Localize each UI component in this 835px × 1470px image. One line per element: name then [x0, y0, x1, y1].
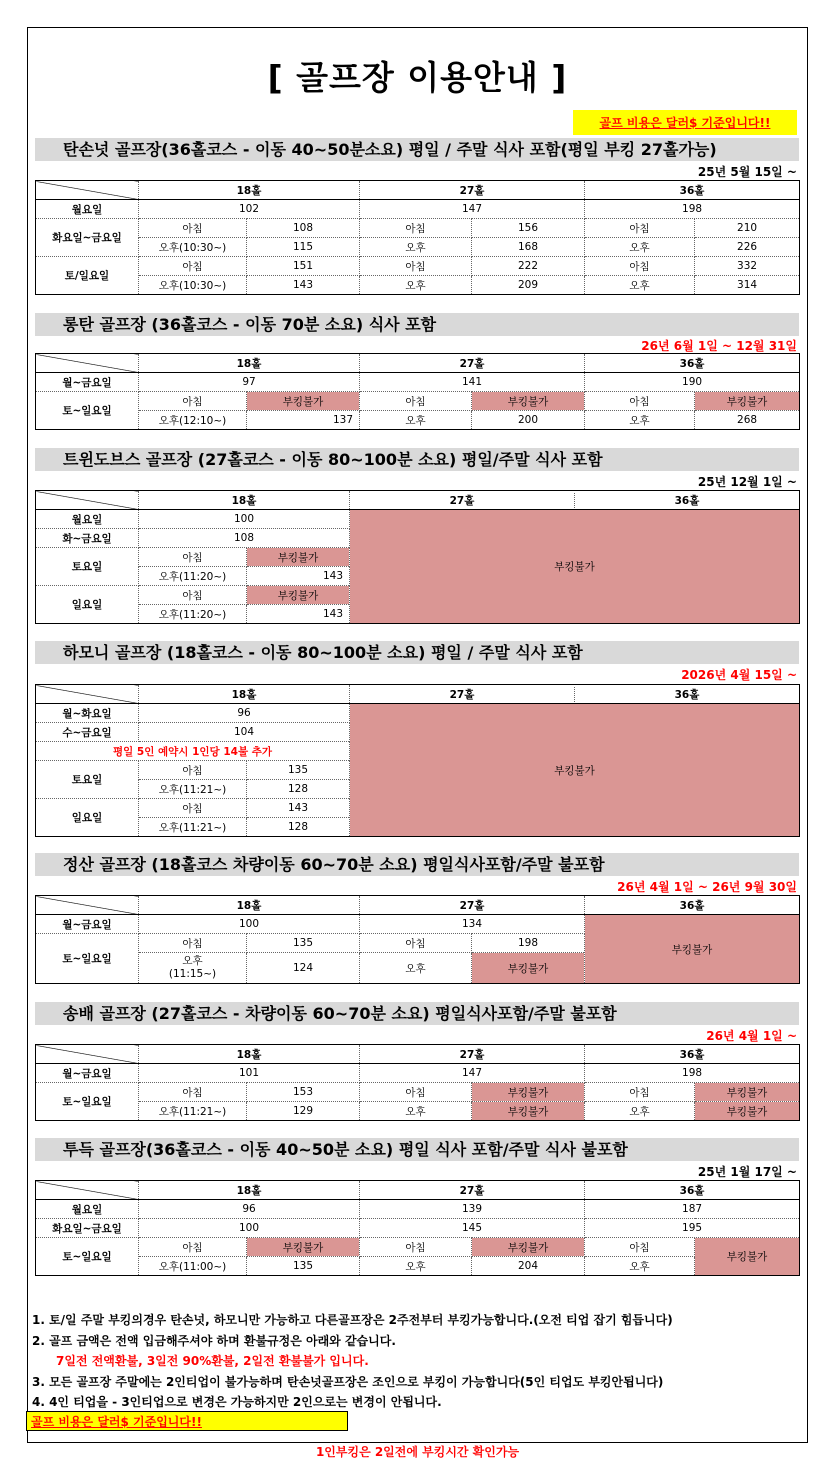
header-27: 27홀: [360, 896, 585, 915]
price: 204: [472, 1257, 585, 1276]
page-title: [ 골프장 이용안내 ]: [267, 58, 568, 97]
section-title-twindoves: 트윈도브스 골프장 (27홀코스 - 이동 80~100분 소요) 평일/주말 식사 포함: [35, 448, 799, 471]
footnotes: [32, 1310, 673, 1413]
header-corner: [36, 685, 139, 704]
header-36: 36홀: [585, 1045, 800, 1064]
price-table-chiasan: [35, 895, 800, 984]
section-date-chiasan: 26년 4월 1일 ~ 26년 9월 30일: [617, 880, 797, 894]
row-label: 화요일~금요일: [36, 219, 139, 257]
price: 332: [695, 257, 800, 276]
no-booking: 부킹불가: [350, 704, 800, 837]
currency-note-bottom: 골프 비용은 달러$ 기준입니다!!: [26, 1411, 348, 1431]
tee-time: 오후: [360, 411, 472, 430]
header-18: 18홀: [139, 354, 360, 373]
row-label: 월요일: [36, 1200, 139, 1219]
tee-time-line1: 오후: [182, 955, 203, 967]
no-booking: 부킹불가: [472, 392, 585, 411]
header-36: 36홀: [585, 896, 800, 915]
tee-time: 오후: [360, 238, 472, 257]
tee-time: 아침: [360, 392, 472, 411]
tee-time: 아침: [360, 1238, 472, 1257]
header-36: 36홀: [674, 688, 700, 701]
price: 268: [695, 411, 800, 430]
header-18: 18홀: [139, 181, 360, 200]
row-label: 월~화요일: [36, 704, 139, 723]
header-36: 36홀: [585, 181, 800, 200]
tee-time: 오후(10:30~): [139, 238, 247, 257]
footnote-2-refund-policy: 7일전 전액환불, 3일전 90%환불, 2일전 환불불가 입니다.: [56, 1354, 369, 1368]
section-title-thuduc: 투득 골프장(36홀코스 - 이동 40~50분 소요) 평일 식사 포함/주말 식사 불포함: [35, 1138, 799, 1161]
tee-time: 아침: [139, 1238, 247, 1257]
price: 101: [139, 1064, 360, 1083]
header-27-36: [350, 685, 800, 704]
price: 128: [247, 818, 350, 837]
header-corner: [36, 1045, 139, 1064]
row-label: 화~금요일: [36, 529, 139, 548]
price: 190: [585, 373, 800, 392]
row-label: 토~일요일: [36, 1083, 139, 1121]
price: 134: [360, 915, 585, 934]
price: 128: [247, 780, 350, 799]
row-label: 토요일: [36, 548, 139, 586]
tee-time: 오후: [585, 1257, 695, 1276]
header-corner: [36, 491, 139, 510]
price-table-thuduc: [35, 1180, 800, 1276]
section-date-twindoves: 25년 12월 1일 ~: [697, 475, 797, 489]
no-booking: 부킹불가: [585, 915, 800, 984]
no-booking: 부킹불가: [695, 1083, 800, 1102]
row-label: 토~일요일: [36, 1238, 139, 1276]
tee-time: 오후: [360, 276, 472, 295]
price: 100: [139, 510, 350, 529]
header-27: 27홀: [360, 1045, 585, 1064]
tee-time: 아침: [139, 219, 247, 238]
section-title-tansonnhat: 탄손넛 골프장(36홀코스 - 이동 40~50분소요) 평일 / 주말 식사 포함(평일 부킹 27홀가능): [35, 138, 799, 161]
row-label: 월~금요일: [36, 1064, 139, 1083]
price: 124: [247, 953, 360, 984]
tee-time: 아침: [360, 219, 472, 238]
header-corner: [36, 354, 139, 373]
tee-time: 오후(11:21~): [139, 780, 247, 799]
price: 143: [247, 605, 350, 624]
section-title-longthanh: 롱탄 골프장 (36홀코스 - 이동 70분 소요) 식사 포함: [35, 313, 799, 336]
price: 187: [585, 1200, 800, 1219]
section-title-chiasan: 정산 골프장 (18홀코스 차량이동 60~70분 소요) 평일식사포함/주말 불포함: [35, 853, 799, 876]
header-18: 18홀: [139, 1045, 360, 1064]
section-date-thuduc: 25년 1월 17일 ~: [697, 1165, 797, 1179]
tee-time: 오후(11:20~): [139, 605, 247, 624]
price: 200: [472, 411, 585, 430]
header-27-36: [350, 491, 800, 510]
price: 210: [695, 219, 800, 238]
price: 198: [585, 200, 800, 219]
footnote-1: 1. 토/일 주말 부킹의경우 탄손넛, 하모니만 가능하고 다른골프장은 2주전부터 부킹가능합니다.(오전 티업 잡기 힘듭니다): [32, 1313, 673, 1327]
price: 135: [247, 761, 350, 780]
section-title-songbe: 송배 골프장 (27홀코스 - 차량이동 60~70분 소요) 평일식사포함/주말 불포함: [35, 1002, 799, 1025]
tee-time: 오후(10:30~): [139, 276, 247, 295]
tee-time: 아침: [139, 392, 247, 411]
tee-time: 아침: [585, 1238, 695, 1257]
group-surcharge-note: 평일 5인 예약시 1인당 14불 추가: [36, 742, 350, 761]
header-27: 27홀: [360, 181, 585, 200]
price: 226: [695, 238, 800, 257]
section-title-harmonie: 하모니 골프장 (18홀코스 - 이동 80~100분 소요) 평일 / 주말 식사 포함: [35, 641, 799, 664]
price: 143: [247, 799, 350, 818]
tee-time: 오후(11:00~): [139, 1257, 247, 1276]
no-booking: 부킹불가: [472, 953, 585, 984]
price: 209: [472, 276, 585, 295]
price: 129: [247, 1102, 360, 1121]
tee-time: 아침: [360, 257, 472, 276]
row-label: 토~일요일: [36, 934, 139, 984]
price: 108: [139, 529, 350, 548]
row-label: 수~금요일: [36, 723, 139, 742]
tee-time: 오후: [360, 1257, 472, 1276]
row-label: 월~금요일: [36, 915, 139, 934]
price: 135: [247, 934, 360, 953]
header-18: 18홀: [139, 896, 360, 915]
price: 96: [139, 704, 350, 723]
footnote-2: 2. 골프 금액은 전액 입금해주셔야 하며 환불규정은 아래와 같습니다.: [32, 1333, 396, 1348]
row-label: 월요일: [36, 510, 139, 529]
tee-time: 아침: [360, 1083, 472, 1102]
tee-time: 오후(11:21~): [139, 818, 247, 837]
price: 147: [360, 200, 585, 219]
tee-time: 아침: [360, 934, 472, 953]
price: 153: [247, 1083, 360, 1102]
header-27: 27홀: [350, 493, 575, 508]
price: 222: [472, 257, 585, 276]
tee-time: 아침: [139, 548, 247, 567]
header-36: 36홀: [674, 494, 700, 507]
price: 145: [360, 1219, 585, 1238]
row-label: 월요일: [36, 200, 139, 219]
no-booking: 부킹불가: [695, 392, 800, 411]
tee-time: 아침: [585, 219, 695, 238]
price-table-twindoves: [35, 490, 800, 624]
price-table-harmonie: [35, 684, 800, 837]
price: 198: [585, 1064, 800, 1083]
tee-time: 아침: [139, 257, 247, 276]
price: 100: [139, 1219, 360, 1238]
price: 135: [247, 1257, 360, 1276]
tee-time: 아침: [139, 586, 247, 605]
row-label: 일요일: [36, 586, 139, 624]
price: 100: [139, 915, 360, 934]
no-booking: 부킹불가: [247, 392, 360, 411]
tee-time-line2: (11:15~): [168, 968, 217, 980]
header-18: 18홀: [139, 491, 350, 510]
price: 147: [360, 1064, 585, 1083]
price: 139: [360, 1200, 585, 1219]
price: 141: [360, 373, 585, 392]
single-booking-note: 1인부킹은 2일전에 부킹시간 확인가능: [315, 1445, 520, 1459]
price: 195: [585, 1219, 800, 1238]
price: 137: [247, 411, 360, 430]
footnote-3: 3. 모든 골프장 주말에는 2인티업이 불가능하며 탄손넛골프장은 조인으로 부킹이 가능합니다(5인 티업도 부킹안됩니다): [32, 1374, 664, 1389]
tee-time: 아침: [139, 1083, 247, 1102]
header-36: 36홀: [585, 1181, 800, 1200]
tee-time: 오후(12:10~): [139, 411, 247, 430]
header-36: 36홀: [585, 354, 800, 373]
no-booking: 부킹불가: [472, 1102, 585, 1121]
price-table-longthanh: [35, 353, 800, 430]
tee-time: 오후(11:21~): [139, 1102, 247, 1121]
section-date-harmonie: 2026년 4월 15일 ~: [681, 668, 797, 682]
row-label: 화요일~금요일: [36, 1219, 139, 1238]
no-booking: 부킹불가: [247, 548, 350, 567]
price: 102: [139, 200, 360, 219]
header-27: 27홀: [350, 687, 575, 702]
header-18: 18홀: [139, 1181, 360, 1200]
header-27: 27홀: [360, 354, 585, 373]
tee-time: 아침: [139, 934, 247, 953]
tee-time: 오후(11:20~): [139, 567, 247, 586]
tee-time: 아침: [585, 257, 695, 276]
no-booking: 부킹불가: [472, 1238, 585, 1257]
price: 143: [247, 567, 350, 586]
header-18: 18홀: [139, 685, 350, 704]
tee-time: [139, 953, 247, 984]
price: 156: [472, 219, 585, 238]
price: 151: [247, 257, 360, 276]
no-booking: 부킹불가: [472, 1083, 585, 1102]
price: 115: [247, 238, 360, 257]
tee-time: 오후: [585, 238, 695, 257]
tee-time: 오후: [360, 953, 472, 984]
no-booking: 부킹불가: [695, 1102, 800, 1121]
no-booking: 부킹불가: [247, 1238, 360, 1257]
row-label: 일요일: [36, 799, 139, 837]
no-booking: 부킹불가: [695, 1238, 800, 1276]
currency-note-top: 골프 비용은 달러$ 기준입니다!!: [573, 110, 797, 135]
tee-time: 아침: [585, 1083, 695, 1102]
price: 97: [139, 373, 360, 392]
row-label: 토/일요일: [36, 257, 139, 295]
price: 143: [247, 276, 360, 295]
header-corner: [36, 896, 139, 915]
price: 108: [247, 219, 360, 238]
no-booking: 부킹불가: [247, 586, 350, 605]
price: 314: [695, 276, 800, 295]
header-corner: [36, 1181, 139, 1200]
tee-time: 아침: [139, 799, 247, 818]
section-date-songbe: 26년 4월 1일 ~: [706, 1029, 797, 1043]
footnote-4: 4. 4인 티업을 - 3인티업으로 변경은 가능하지만 2인으로는 변경이 안됩니다.: [32, 1395, 442, 1409]
tee-time: 아침: [139, 761, 247, 780]
row-label: 토~일요일: [36, 392, 139, 430]
price: 104: [139, 723, 350, 742]
header-corner: [36, 181, 139, 200]
tee-time: 아침: [585, 392, 695, 411]
row-label: 토요일: [36, 761, 139, 799]
price: 96: [139, 1200, 360, 1219]
price: 168: [472, 238, 585, 257]
price-table-tansonnhat: [35, 180, 800, 295]
section-date-tansonnhat: 25년 5월 15일 ~: [697, 165, 797, 179]
price-table-songbe: [35, 1044, 800, 1121]
header-27: 27홀: [360, 1181, 585, 1200]
price: 198: [472, 934, 585, 953]
row-label: 월~금요일: [36, 373, 139, 392]
tee-time: 오후: [585, 276, 695, 295]
tee-time: 오후: [585, 411, 695, 430]
section-date-longthanh: 26년 6월 1일 ~ 12월 31일: [641, 339, 797, 353]
no-booking: 부킹불가: [350, 510, 800, 624]
tee-time: 오후: [585, 1102, 695, 1121]
tee-time: 오후: [360, 1102, 472, 1121]
